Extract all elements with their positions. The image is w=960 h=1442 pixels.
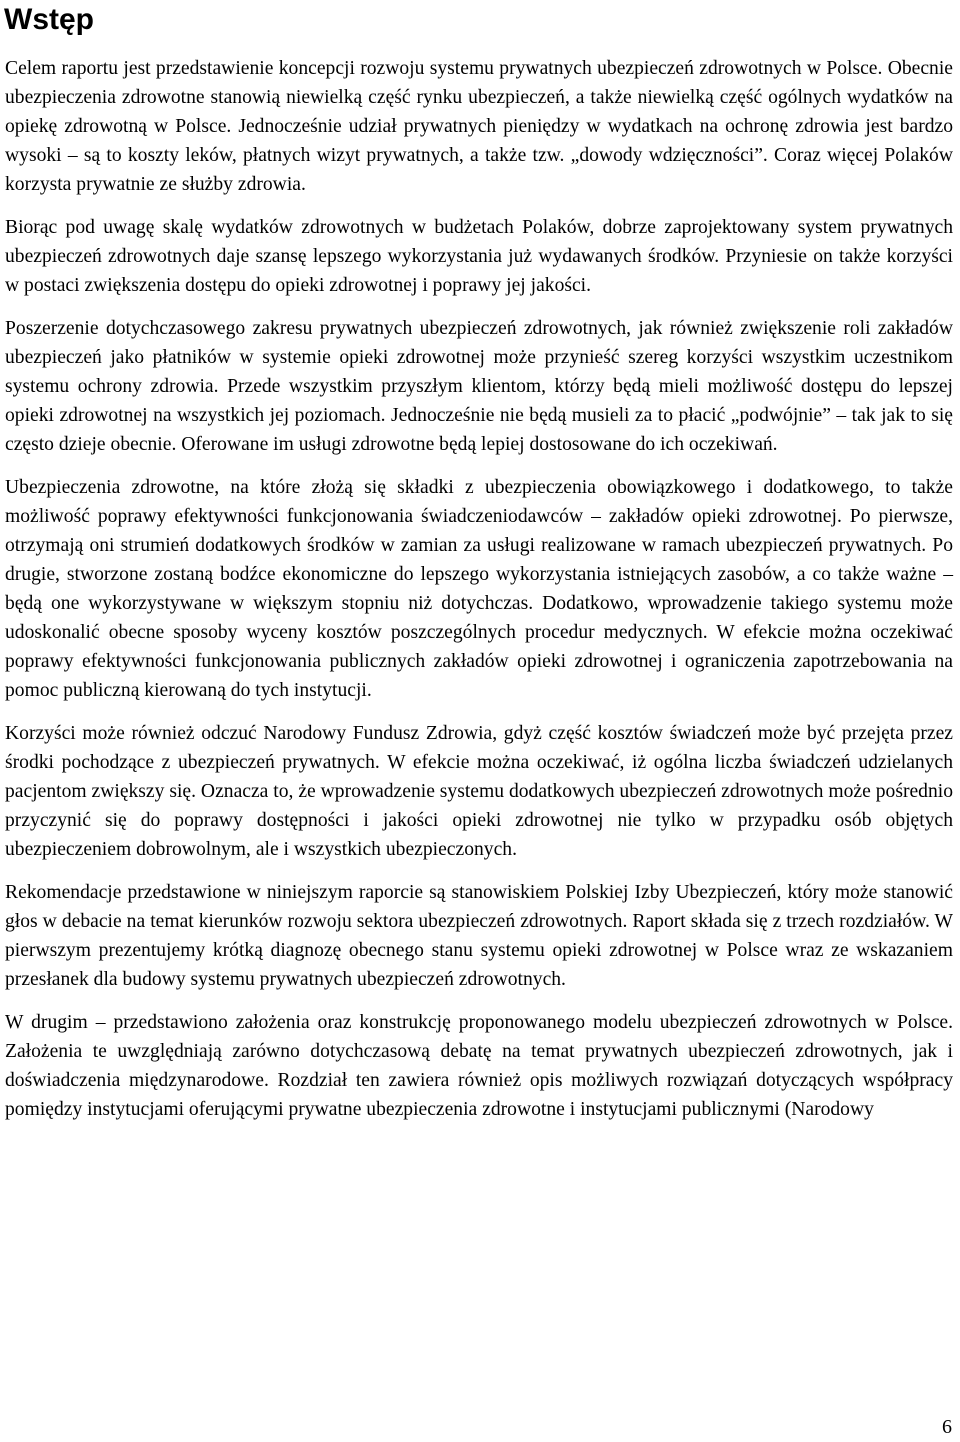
paragraph-budget-text: Biorąc pod uwagę skalę wydatków zdrowotnych w budżetach Polaków, dobrze zaprojektowany system prywatnych ubezpieczeń zdrowotnych daje szansę lepszego wykorzystania już wydawanych środków. Przyniesie on także korzyści w postaci zwiększenia dostępu do opieki zdrowotnej i poprawy jej jakości. [5,217,953,296]
paragraph-benefits-text: Poszerzenie dotychczasowego zakresu prywatnych ubezpieczeń zdrowotnych, jak również zwiększenie roli zakładów ubezpieczeń jako płatników w systemie opieki zdrowotnej może przynieść szereg korzyści wszystkim uczestnikom systemu ochrony zdrowia. Przede wszystkim przyszłym klientom, którzy będą mieli możliwość dostępu do lepszej opieki zdrowotnej na wszystkich jej poziomach. Jednocześnie nie będą musieli za to płacić „podwójnie” – tak jak to się często dzieje obecnie. Oferowane im usługi zdrowotne będą lepiej dostosowane do ich oczekiwań. [5,318,953,455]
document-page [5,0,953,1138]
paragraph-intro-segment-1: Celem raportu jest przedstawienie koncepcji rozwoju systemu prywatnych ubezpieczeń zdrowotnych w Polsce. Obecnie ubezpieczenia zdrowotne stanowią niewielką część rynku ubezpieczeń, a także niewielką część ogólnych wydatków na opiekę zdrowotną w Polsce. [5,58,953,137]
paragraph-second-chapter-text: W drugim – przedstawiono założenia oraz konstrukcję proponowanego modelu ubezpieczeń zdrowotnych w Polsce. Założenia te uwzględniają zarówno dotychczasową debatę na temat prywatnych ubezpieczeń zdrowotnych, jak i doświadczenia międzynarodowe. Rozdział ten zawiera również opis możliwych rozwiązań dotyczących współpracy pomiędzy instytucjami oferującymi prywatne ubezpieczenia zdrowotne i instytucjami publicznymi (Narodowy [5,1012,953,1120]
paragraph-budget [5,213,953,300]
paragraph-nfz [5,719,953,864]
paragraph-intro [5,54,953,199]
paragraph-second-chapter [5,1008,953,1124]
paragraph-providers [5,473,953,705]
paragraph-benefits [5,314,953,459]
section-heading: Wstęp [4,3,94,36]
paragraph-intro-segment-2: Jednocześnie udział prywatnych pieniędzy w wydatkach na ochronę zdrowia jest bardzo wysoki – są to koszty leków, płatnych wizyt prywatnych, a także tzw. „dowody wdzięczności”. Coraz więcej Polaków korzysta prywatnie ze służby zdrowia. [5,116,954,195]
paragraph-recommendations-text: Rekomendacje przedstawione w niniejszym raporcie są stanowiskiem Polskiej Izby Ubezpieczeń, który może stanowić głos w debacie na temat kierunków rozwoju sektora ubezpieczeń zdrowotnych. Raport składa się z trzech rozdziałów. W pierwszym prezentujemy krótką diagnozę obecnego stanu systemu opieki zdrowotnej w Polsce wraz ze wskazaniem przesłanek dla budowy systemu prywatnych ubezpieczeń zdrowotnych. [5,882,953,990]
page-number: 6 [942,1416,952,1438]
paragraph-providers-text: Ubezpieczenia zdrowotne, na które złożą się składki z ubezpieczenia obowiązkowego i dodatkowego, to także możliwość poprawy efektywności funkcjonowania świadczeniodawców – zakładów opieki zdrowotnej. Po pierwsze, otrzymają oni strumień dodatkowych środków w zamian za usługi realizowane w ramach ubezpieczeń prywatnych. Po drugie, stworzone zostaną bodźce ekonomiczne do lepszego wykorzystania istniejących zasobów, a co także ważne – będą one wykorzystywane w większym stopniu niż dotychczas. Dodatkowo, wprowadzenie takiego systemu może udoskonalić obecne sposoby wyceny kosztów poszczególnych procedur medycznych. W efekcie można oczekiwać poprawy efektywności funkcjonowania publicznych zakładów opieki zdrowotnej i ograniczenia zapotrzebowania na pomoc publiczną kierowaną do tych instytucji. [5,477,953,701]
paragraph-recommendations [5,878,953,994]
paragraph-nfz-text: Korzyści może również odczuć Narodowy Fundusz Zdrowia, gdyż część kosztów świadczeń może być przejęta przez środki pochodzące z ubezpieczeń prywatnych. W efekcie można oczekiwać, iż ogólna liczba świadczeń udzielanych pacjentom zwiększy się. Oznacza to, że wprowadzenie systemu dodatkowych ubezpieczeń zdrowotnych może pośrednio przyczynić się do poprawy dostępności i jakości opieki zdrowotnej nie tylko w przypadku osób objętych ubezpieczeniem dobrowolnym, ale i wszystkich ubezpieczonych. [5,723,953,860]
